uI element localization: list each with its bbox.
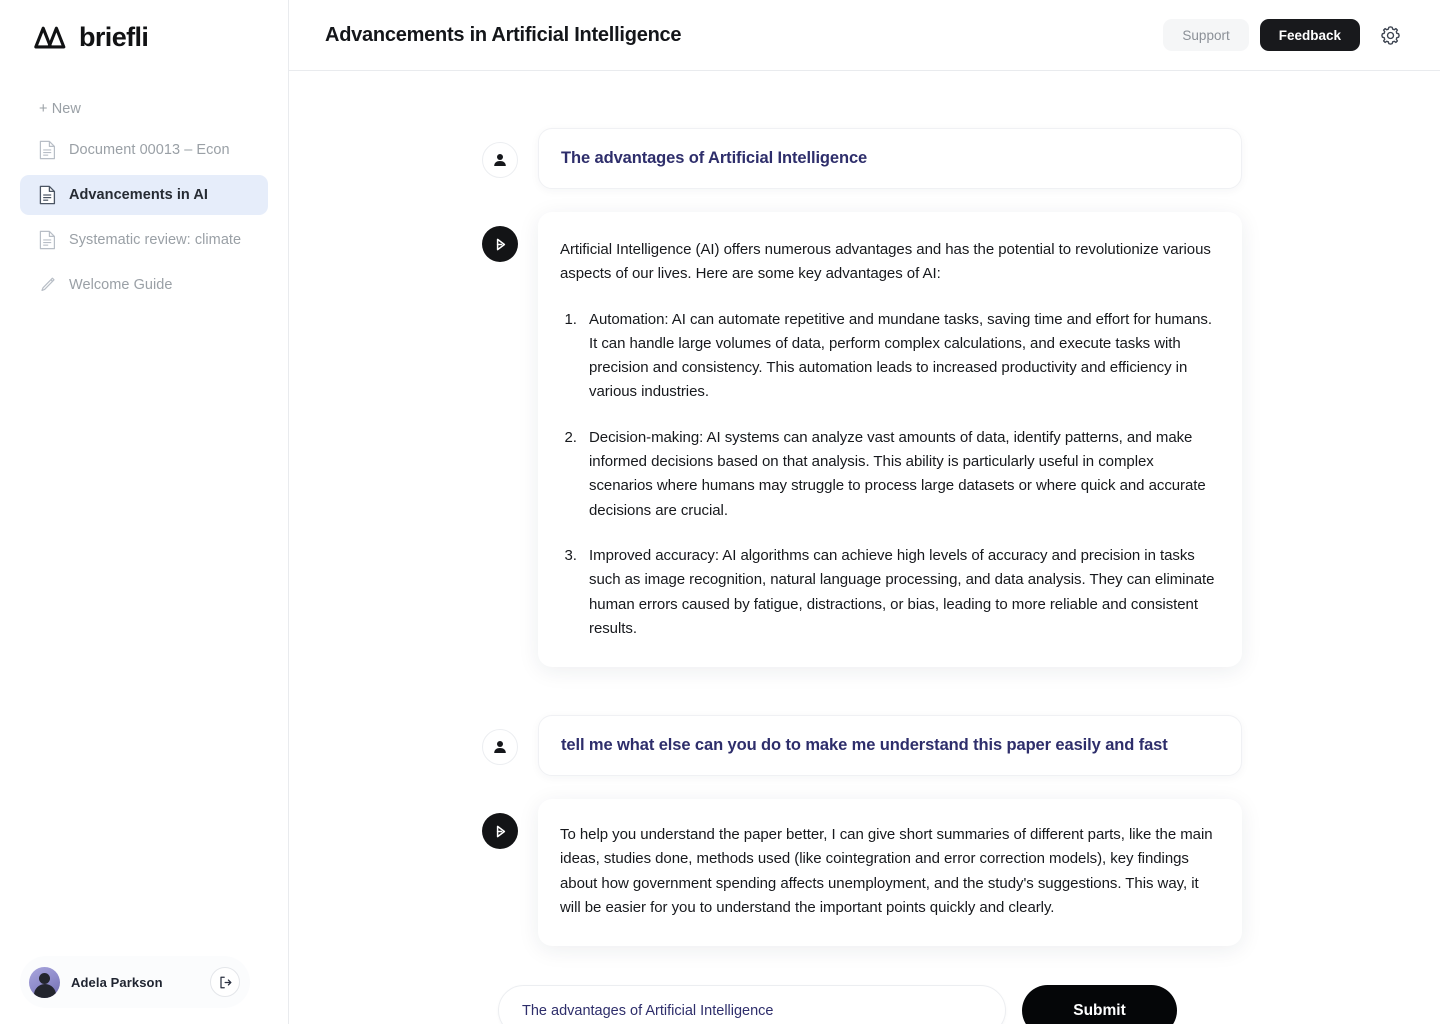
conversation-area [289, 71, 1440, 1024]
submit-button[interactable]: Submit [1022, 985, 1177, 1024]
spacer [482, 189, 1242, 212]
assistant-paragraph-text: To help you understand the paper better, I can give short summaries of different parts, like the main ideas, studies done, methods used (like cointegration and error correction models), key findings about how government spending affects unemployment, and the study's suggestions. This way, it will be easier for you to understand the important points quickly and clearly. [560, 826, 1213, 917]
user-message-card [538, 128, 1242, 189]
sidebar-nav [0, 93, 288, 305]
briefli-play-icon [492, 823, 509, 840]
user-profile-card[interactable] [20, 956, 250, 1008]
logout-button[interactable] [210, 967, 240, 997]
pencil-icon [39, 275, 56, 295]
new-document-button[interactable]: + New [39, 101, 82, 117]
user-message-card [538, 715, 1242, 776]
avatar [29, 967, 60, 998]
sidebar-item-welcome-guide[interactable] [20, 265, 268, 305]
briefli-play-icon [492, 236, 509, 253]
assistant-advantages-list [548, 308, 1218, 642]
avatar-head [39, 973, 50, 984]
brand-logo[interactable] [0, 0, 288, 53]
assistant-intro-text: Artificial Intelligence (AI) offers numerous advantages and has the potential to revolutionize various aspects of our lives. Here are some key advantages of AI: [560, 241, 1211, 283]
message-assistant-1 [482, 212, 1242, 667]
logout-icon [218, 975, 233, 990]
topbar [289, 0, 1440, 71]
list-item: 1. Automation: AI can automate repetitive and mundane tasks, saving time and effort for humans. It can handle large volumes of data, perform complex calculations, and execute tasks with precision and consistency. This automation leads to increased productivity and efficiency in various industries. [581, 308, 1218, 405]
composer [462, 985, 1242, 1024]
gear-icon [1380, 25, 1401, 46]
message-thread [482, 128, 1242, 1024]
user-name: Adela Parkson [71, 974, 163, 990]
user-avatar [482, 142, 518, 178]
page-title: Advancements in Artificial Intelligence [325, 23, 682, 46]
person-icon [492, 152, 508, 168]
spacer [482, 776, 1242, 799]
message-user-2 [482, 715, 1242, 776]
user-avatar [482, 729, 518, 765]
briefli-mountain-logo-icon [33, 25, 67, 51]
user-message-text: tell me what else can you do to make me understand this paper easily and fast [561, 736, 1168, 755]
composer-inner [498, 985, 1177, 1024]
document-icon [39, 230, 56, 250]
sidebar-item-systematic-review-climate[interactable] [20, 220, 268, 260]
document-icon [39, 140, 56, 160]
sidebar-item-label: Welcome Guide [69, 277, 173, 293]
brand-name: briefli [79, 22, 149, 52]
sidebar-item-label: Document 00013 – Econ [69, 142, 230, 158]
spacer [482, 667, 1242, 715]
feedback-button[interactable]: Feedback [1260, 19, 1360, 51]
assistant-avatar [482, 226, 518, 262]
assistant-message-card [538, 212, 1242, 667]
list-item: 3. Improved accuracy: AI algorithms can achieve high levels of accuracy and precision in tasks such as image recognition, natural language processing, and data analysis. They can eliminate human errors caused by fatigue, distractions, or bias, leading to more reliable and consistent results. [581, 544, 1218, 641]
sidebar [0, 0, 289, 1024]
sidebar-item-advancements-in-ai[interactable] [20, 175, 268, 215]
message-assistant-2 [482, 799, 1242, 946]
sidebar-item-document-00013[interactable] [20, 130, 268, 170]
avatar-body [34, 984, 56, 998]
document-icon [39, 185, 56, 205]
list-item: 2. Decision-making: AI systems can analyze vast amounts of data, identify patterns, and make informed decisions based on that analysis. This ability is particularly useful in complex scenarios where humans may struggle to process large datasets or where quick and accurate decisions are crucial. [581, 426, 1218, 523]
assistant-avatar [482, 813, 518, 849]
main-panel [289, 0, 1440, 1024]
assistant-message-card [538, 799, 1242, 946]
person-icon [492, 739, 508, 755]
user-message-text: The advantages of Artificial Intelligence [561, 149, 868, 167]
sidebar-item-label: Advancements in AI [69, 187, 208, 203]
sidebar-item-label: Systematic review: climate [69, 232, 242, 248]
message-user-1 [482, 128, 1242, 189]
settings-button[interactable] [1376, 21, 1404, 49]
support-button[interactable]: Support [1163, 19, 1248, 51]
chat-input[interactable] [498, 985, 1006, 1024]
topbar-actions [1163, 19, 1404, 51]
